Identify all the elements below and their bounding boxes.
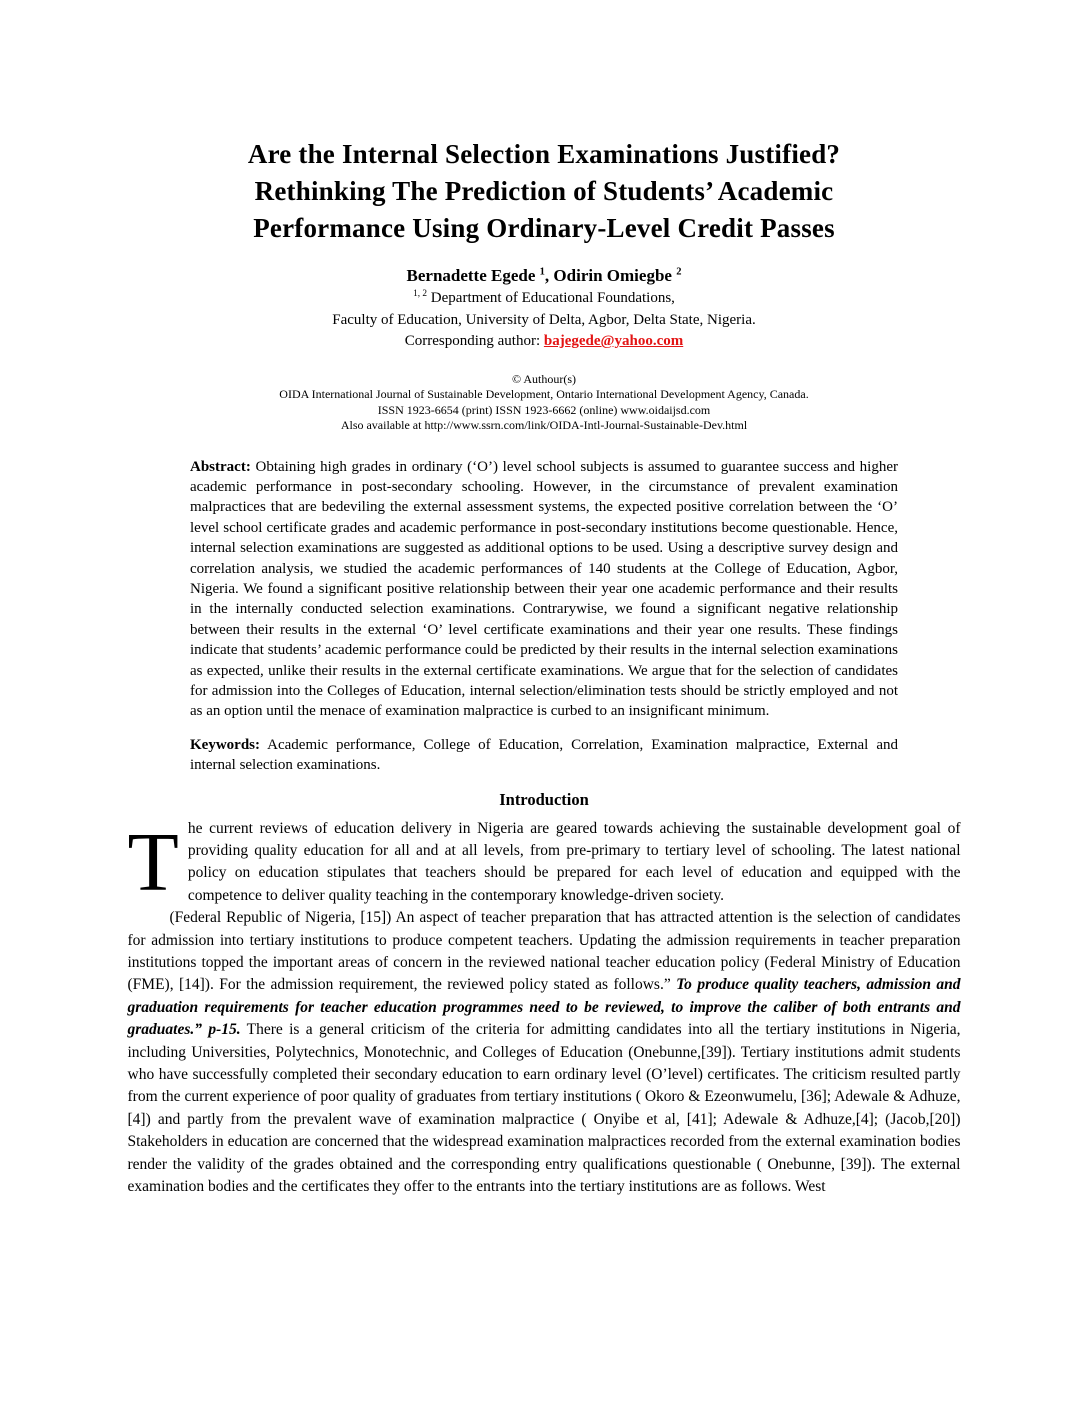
affiliation-marker: 1, 2 <box>413 289 428 299</box>
abstract-paragraph <box>190 457 898 722</box>
affiliation-department <box>0 288 1088 310</box>
copyright-line: © Authour(s) <box>511 371 577 386</box>
policy-quotation: To produce quality teachers, admission and graduation requirements for teacher education programmes need to be reviewed, to improve the caliber of both entrants and graduates.” p-15. <box>127 976 961 1039</box>
keywords-label: Keywords: <box>190 736 260 753</box>
affiliation-faculty: Faculty of Education, University of Delta, Agbor, Delta State, Nigeria. <box>332 311 756 328</box>
abstract-text: Obtaining high grades in ordinary (‘O’) level school subjects is assumed to guarantee success and higher academic performance in post-secondary schooling. However, in the circumstance of prevalent examination malpractices that are bedeviling the external assessment systems, the expected positive correlation between the ‘O’ level school certificate grades and academic performance in post-secondary institutions become questionable. Hence, internal selection examinations are suggested as additional options to be used. Using a descriptive survey design and correlation analysis, we studied the academic performances of 140 students at the College of Education, Agbor, Nigeria. We found a significant positive relationship between their year one academic performance and their results in the internally conducted selection examinations. Contrarywise, we found a significant negative relationship between their results in the external ‘O’ level certificate examinations and their year one results. These findings indicate that students’ academic performance could be predicted by their results in the internal selection examinations as expected, unlike their results in the external certificate examinations. We argue that for the selection of candidates for admission into the Colleges of Education, internal selection/elimination tests should be strictly employed and not as an option until the menace of examination malpractice is curbed to an insignificant minimum. <box>190 458 898 720</box>
author-line <box>0 264 1088 288</box>
journal-name-line: OIDA International Journal of Sustainable Development, Ontario International Development Agency, Canada. <box>279 387 809 401</box>
keywords-text: Academic performance, College of Education, Correlation, Examination malpractice, External and internal selection examinations. <box>190 736 898 774</box>
paper-title <box>0 0 1088 247</box>
availability-line: Also available at http://www.ssrn.com/link/OIDA-Intl-Journal-Sustainable-Dev.html <box>340 418 748 432</box>
keywords-paragraph <box>190 735 898 776</box>
introduction-body <box>127 815 961 1199</box>
corresponding-author-line <box>0 331 1088 353</box>
author-separator: , <box>544 266 554 285</box>
intro-paragraph-1-text: he current reviews of education delivery in Nigeria are geared towards achieving the sustainable development goal of providing quality education for all and at all levels, from pre-primary to tertiary level of schooling. The latest national policy on education stipulates that teachers should be prepared for each level of education and equipped with the competence to deliver quality teaching in the contemporary knowledge-driven society. <box>187 819 961 904</box>
paper-title-line: Rethinking The Prediction of Students’ Academic <box>254 176 834 206</box>
author-name: Bernadette Egede <box>406 266 540 285</box>
abstract-label: Abstract: <box>190 458 251 475</box>
author-name: Odirin Omiegbe <box>553 266 677 285</box>
paper-title-line: Performance Using Ordinary-Level Credit Passes <box>253 213 835 243</box>
author-affiliation-marker: 1 <box>539 266 545 278</box>
drop-cap: T <box>127 815 179 909</box>
intro-paragraph-2-text: There is a general criticism of the criteria for admitting candidates into all the tertiary institutions in Nigeria, including Universities, Polytechnics, Monotechnic, and Colleges of Education (Onebunne,[39]). Tertiary institutions admit students who have successfully completed their secondary education to earn ordinary level (O’level) certificates. The criticism resulted partly from the current experience of poor quality of graduates from tertiary institutions ( Okoro & Ezeonwumelu, [36]; Adewale & Adhuze, [4]) and partly from the prevalent wave of examination malpractice ( Onyibe et al, [41]; Adewale & Adhuze,[4]; (Jacob,[20]) Stakeholders in education are concerned that the widespread examination malpractices recorded from the external examination bodies render the validity of the grades obtained and the corresponding entry qualifications questionable ( Onebunne, [39]). The external examination bodies and the certificates they offer to the entrants into the tertiary institutions are as follows. West <box>127 1021 961 1196</box>
affiliation-block <box>0 288 1088 353</box>
journal-imprint-block <box>0 372 1088 434</box>
issn-line: ISSN 1923-6654 (print) ISSN 1923-6662 (online) www.oidaijsd.com <box>377 402 711 417</box>
corresponding-email-link[interactable]: bajegede@yahoo.com <box>543 333 684 349</box>
intro-paragraph-2 <box>128 907 961 1198</box>
corresponding-author-label: Corresponding author: <box>404 333 544 349</box>
author-affiliation-marker: 2 <box>676 266 682 278</box>
intro-paragraph-1 <box>127 815 961 909</box>
section-heading-introduction: Introduction <box>499 789 589 809</box>
paper-title-line: Are the Internal Selection Examinations Justified? <box>247 139 841 169</box>
affiliation-department-text: Department of Educational Foundations, <box>427 290 675 306</box>
intro-paragraph-2-text: (Federal Republic of Nigeria, [15]) An aspect of teacher preparation that has attracted attention is the selection of candidates for admission into tertiary institutions to produce competent teachers. Updating the admission requirements in teacher preparation institutions topped the important areas of concern in the reviewed national teacher education policy (Federal Ministry of Education (FME), [14]). For the admission requirement, the reviewed policy stated as follows.” <box>127 909 961 994</box>
